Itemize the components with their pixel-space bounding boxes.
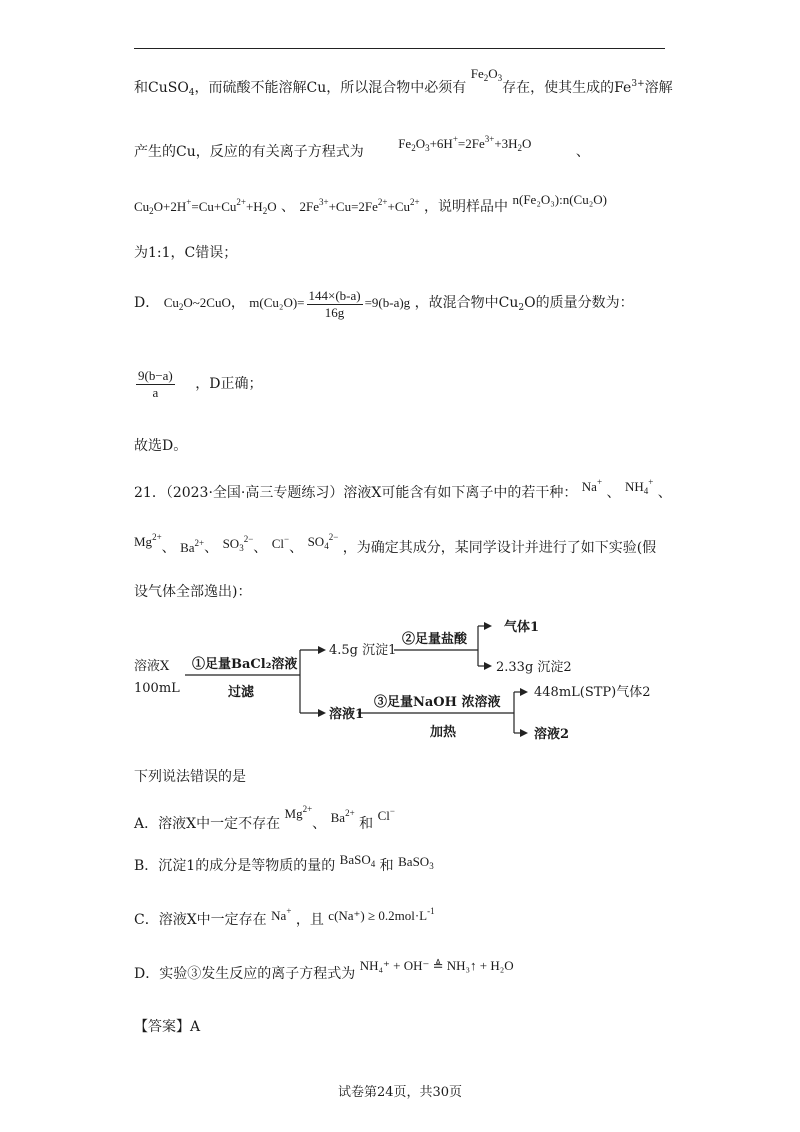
question-21-line-3: 设气体全部逸出)： [134, 584, 252, 600]
reaction-equation-3: $2Fe^{3+}+Cu=2Fe^{2+}+Cu^{2+}$ [299, 197, 420, 214]
formula-text: =9(b-a)g [364, 295, 411, 310]
text-segment: ，D正确； [195, 376, 263, 392]
solution-line-1: 和CuSO$_4$，而硫酸不能溶解Cu，所以混合物中必须有 $Fe_2O_3$存在，使其生成的$Fe^{3+}$溶解 [134, 66, 673, 98]
flow-heat: 加热 [430, 725, 457, 740]
formula-text: BaSO [398, 854, 430, 869]
text-segment: A．溶液X中一定不存在 [134, 816, 281, 832]
option-b [134, 852, 434, 880]
question-source: （2023·全国·高三专题练习） [165, 485, 344, 501]
ion-na: Na+ [581, 477, 603, 494]
formula-text: Mg [284, 806, 303, 821]
formula-text: SO [307, 534, 325, 549]
formula-text: +6H [429, 136, 453, 151]
formula-text: O [522, 136, 532, 151]
formula-text: +Cu [387, 199, 410, 214]
option-d [134, 958, 514, 984]
fraction-numerator: 144×(b-a) [308, 287, 361, 303]
formula-text: SO [222, 536, 240, 551]
flow-start-volume: 100mL [134, 681, 180, 696]
flow-solution-2: 溶液2 [534, 727, 570, 742]
ion-mg: $Mg^{2+}$ [284, 804, 313, 821]
formula-text: Ba [180, 540, 195, 555]
text-segment: D．实验③发生反应的离子方程式为 [134, 966, 356, 982]
flow-step-2: ②足量盐酸 [402, 632, 468, 647]
solution-line-3 [134, 192, 607, 221]
separator: 、 [253, 540, 268, 556]
text-segment: D． [134, 295, 160, 311]
formula-text: Cl [377, 808, 390, 823]
formula-text: Na [581, 479, 597, 494]
formula-text: +Cu=2Fe [328, 199, 378, 214]
ion-ba: $Ba^{2+}$ [180, 538, 205, 555]
formula-text: m(Cu₂O)= [249, 295, 305, 310]
text-segment: 和 [379, 858, 394, 874]
question-21-line-1 [134, 478, 672, 507]
formula-text: 2Fe [299, 199, 319, 214]
formula-text: Cu [163, 295, 179, 310]
separator: 、 [606, 485, 621, 501]
formula-text: Na [271, 908, 287, 923]
option-c [134, 905, 435, 930]
formula-text: O~2CuO [183, 295, 231, 310]
formula-text: Mg [134, 534, 153, 549]
ion-so4: $SO_4^{2-}$ [307, 532, 339, 551]
flow-gas-1: 气体1 [504, 620, 540, 635]
baso3: BaSO$_3$ [398, 854, 434, 871]
baso4: BaSO$_4$ [339, 852, 376, 869]
ion-mg: $Mg^{2+}$ [134, 532, 162, 549]
formula-text: =Cu+Cu [191, 199, 237, 214]
flow-gas-2: 448mL(STP)气体2 [534, 685, 651, 700]
ion-so3: $SO_3^{2-}$ [222, 534, 254, 553]
flow-step-1: ①足量BaCl₂溶液 [192, 657, 298, 672]
solution-line-4: 为1:1，C错误； [134, 245, 238, 261]
text-segment: 存在，使其生成的Fe [502, 80, 632, 96]
separator: 、 [281, 199, 296, 215]
reaction-equation-1: $Fe_2O_3+6H^+=2Fe^{3+}+3H_2O$ [398, 134, 532, 153]
flow-precipitate-1: 4.5g 沉淀1 [329, 643, 397, 658]
text-segment: ，故混合物中Cu [414, 295, 519, 311]
separator: 、 [161, 540, 176, 556]
separator: 、 [204, 540, 219, 556]
question-21-line-2 [134, 533, 656, 562]
separator: 、 [312, 816, 327, 832]
solution-line-2 [134, 134, 590, 166]
flow-solution-1: 溶液1 [329, 707, 365, 722]
formula-text: c(Na⁺) ≥ 0.2mol·L [328, 908, 428, 923]
fraction-denominator: a [152, 384, 159, 400]
flow-precipitate-2: 2.33g 沉淀2 [496, 660, 572, 675]
text-segment: B．沉淀1的成分是等物质的量的 [134, 858, 336, 874]
ion-cl: Cl− [377, 806, 395, 823]
formula-text: O+2H [153, 199, 187, 214]
answer-line: 【答案】A [134, 1019, 201, 1035]
formula-text: Fe [398, 136, 412, 151]
formula-text: =2Fe [457, 136, 485, 151]
solution-line-6 [134, 364, 262, 404]
text-segment: ，而硫酸不能溶解Cu，所以混合物中必须有 [194, 80, 467, 96]
formula-text: +3H [494, 136, 518, 151]
mole-ratio: n(Fe₂O₃):n(Cu₂O) [512, 192, 607, 207]
text-segment: ，且 [295, 912, 324, 928]
question-number: 21． [134, 485, 166, 501]
concentration-inequality: $c(Na^+) \ge 0.2mol\cdot L^{-1}$ [328, 906, 435, 923]
separator: 、 [575, 144, 590, 160]
formula-text: NH [624, 479, 644, 494]
formula-text: Cu [134, 199, 150, 214]
text-segment: O的质量分数为： [524, 295, 634, 311]
text-segment: 产生的Cu，反应的有关离子方程式为 [134, 144, 364, 160]
fraction-denominator: 16g [324, 304, 345, 320]
text-segment: C．溶液X中一定存在 [134, 912, 267, 928]
flow-step-3: ③足量NaOH 浓溶液 [374, 695, 501, 710]
cu2o-relation: $Cu_2O\sim 2CuO$ [163, 295, 231, 312]
solution-line-5: D． $Cu_2O\sim 2CuO$， m(Cu₂O)= $\frac{144\times(b-a)}{16g}$ =9(b-a)g ，故混合物中$Cu_2O$的质量分数为： [134, 287, 634, 320]
text-segment: 和 [359, 816, 374, 832]
mass-fraction [307, 288, 363, 321]
question-stem: 溶液X可能含有如下离子中的若干种： [343, 485, 578, 501]
header-rule [134, 48, 665, 49]
fraction-numerator: 9(b−a) [138, 367, 173, 383]
ion-ba: $Ba^{2+}$ [330, 808, 355, 825]
ionic-equation: NH₄⁺ + OH⁻ ≜ NH₃↑ + H₂O [359, 958, 514, 973]
reaction-equation-2: $Cu_2O+2H^+=Cu+Cu^{2+}+H_2O$ [134, 197, 277, 216]
formula-text: O [267, 199, 277, 214]
ion-nh4: $NH_4^+$ [624, 477, 654, 496]
text-segment: 溶解 [644, 80, 673, 96]
flow-start: 溶液X [134, 659, 170, 674]
formula-text: O [415, 136, 426, 151]
mass-equation [249, 287, 411, 320]
page-footer: 试卷第24页，共30页 [337, 1085, 463, 1100]
text-segment: ，说明样品中 [424, 199, 509, 215]
formula-text: O [488, 66, 498, 81]
question-ask: 下列说法错误的是 [134, 769, 246, 785]
separator: 、 [657, 485, 672, 501]
formula-text: +H [245, 199, 263, 214]
ion-na: Na+ [271, 906, 292, 923]
text-segment: 和CuSO [134, 80, 189, 96]
formula-text: Ba [330, 810, 346, 825]
flow-filter: 过滤 [228, 685, 255, 700]
mass-fraction-result [136, 368, 175, 401]
option-a [134, 804, 395, 834]
experiment-flow-diagram [130, 608, 700, 753]
question-stem: ，为确定其成分，某同学设计并进行了如下实验(假 [342, 540, 657, 556]
formula-text: Fe [470, 66, 484, 81]
separator: 、 [289, 540, 304, 556]
formula-text: Cl [271, 536, 285, 551]
ion-cl: Cl− [271, 534, 290, 551]
fe2o3-formula: $Fe_2O_3$ [470, 66, 503, 83]
formula-text: BaSO [339, 852, 371, 867]
solution-line-7: 故选D。 [134, 438, 188, 454]
